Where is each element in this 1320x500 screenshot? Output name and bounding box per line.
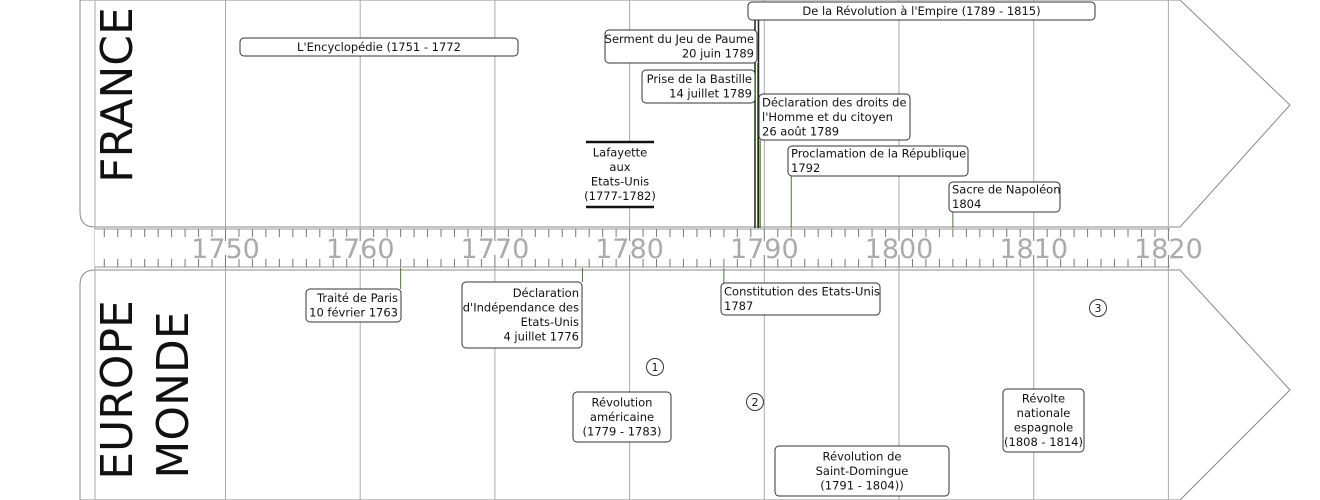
marker-label: 1: [651, 361, 659, 374]
event-line: Constitution des Etats-Unis: [724, 284, 880, 299]
event-line: De la Révolution à l'Empire (1789 - 1815): [802, 3, 1041, 18]
year-label-1820: 1820: [1134, 234, 1203, 265]
event-line: Saint-Domingue: [815, 463, 909, 478]
event-line: aux: [609, 160, 631, 174]
band-label-monde: MONDE: [148, 311, 199, 479]
event-line: Lafayette: [592, 145, 648, 160]
event-line: Serment du Jeu de Paume: [604, 32, 754, 46]
event-line: (1791 - 1804)): [820, 478, 904, 493]
event-line: Prise de la Bastille: [646, 72, 752, 86]
marker-2: [747, 394, 764, 411]
event-label-revolution-empire: [802, 4, 1040, 18]
event-line: américaine: [589, 409, 655, 424]
event-lafayette[interactable]: [584, 142, 656, 207]
event-line: (1808 - 1814): [1004, 435, 1083, 449]
event-label-encyclopedie: [297, 40, 461, 54]
event-line: Sacre de Napoléon: [952, 182, 1061, 197]
event-line: 26 août 1789: [762, 124, 840, 139]
year-label-1790: 1790: [729, 234, 799, 265]
event-line: 20 juin 1789: [681, 46, 754, 61]
event-revolte-espagnole[interactable]: [1003, 389, 1084, 452]
year-label-1800: 1800: [864, 234, 934, 265]
event-line: Etats-Unis: [520, 315, 579, 329]
marker-label: 2: [751, 396, 759, 409]
event-line: Traité de Paris: [317, 291, 398, 305]
event-constitution-usa[interactable]: [721, 268, 880, 315]
event-line: 10 février 1763: [309, 305, 398, 320]
event-encyclopedie[interactable]: [240, 38, 518, 56]
event-label-revolution-americaine: [583, 395, 662, 438]
year-label-1780: 1780: [595, 234, 664, 265]
marker-label: 3: [1094, 302, 1102, 315]
marker-3: [1090, 300, 1107, 317]
event-line: Révolution de: [822, 449, 902, 464]
event-revolution-empire[interactable]: [748, 2, 1095, 20]
event-line: L'Encyclopédie (1751 - 1772: [297, 39, 461, 54]
event-line: 1804: [952, 197, 982, 211]
event-line: d'Indépendance des: [462, 300, 579, 315]
event-line: nationale: [1016, 406, 1071, 420]
event-prise-bastille[interactable]: [642, 70, 758, 228]
event-traite-paris[interactable]: [306, 268, 401, 322]
event-revolution-saint-domingue[interactable]: [775, 446, 949, 496]
year-label-1810: 1810: [999, 234, 1069, 265]
event-line: espagnole: [1013, 420, 1074, 435]
year-label-1760: 1760: [325, 234, 395, 265]
event-label-revolution-saint-domingue: [816, 449, 909, 492]
event-line: Révolution: [591, 395, 653, 410]
event-line: Déclaration: [512, 286, 579, 300]
event-line: Etats-Unis: [590, 174, 650, 189]
event-revolution-americaine[interactable]: [573, 392, 671, 442]
year-label-1770: 1770: [460, 234, 530, 265]
event-line: 4 juillet 1776: [503, 329, 579, 344]
event-label-traite-paris: [309, 291, 398, 320]
event-line: 14 juillet 1789: [669, 86, 752, 101]
event-line: Déclaration des droits de: [762, 95, 907, 110]
event-line: (1777-1782): [584, 189, 656, 203]
event-line: 1792: [791, 161, 821, 175]
event-declaration-independance[interactable]: [462, 268, 582, 348]
band-label-europe: EUROPE: [92, 300, 143, 480]
event-line: Révolte: [1021, 391, 1066, 406]
event-label-lafayette: [584, 146, 656, 204]
marker-1: [647, 359, 664, 376]
event-sacre-napoleon[interactable]: [949, 182, 1061, 228]
year-label-1750: 1750: [191, 234, 260, 265]
event-line: (1779 - 1783): [582, 424, 662, 439]
event-line: 1787: [724, 299, 754, 313]
time-ruler: [95, 229, 1203, 267]
band-label-france: FRANCE: [92, 7, 143, 183]
event-line: l'Homme et du citoyen: [762, 109, 893, 124]
band-shape-world: [80, 270, 1290, 500]
event-proclamation-republique[interactable]: [788, 146, 968, 228]
event-line: Proclamation de la République: [791, 146, 967, 161]
